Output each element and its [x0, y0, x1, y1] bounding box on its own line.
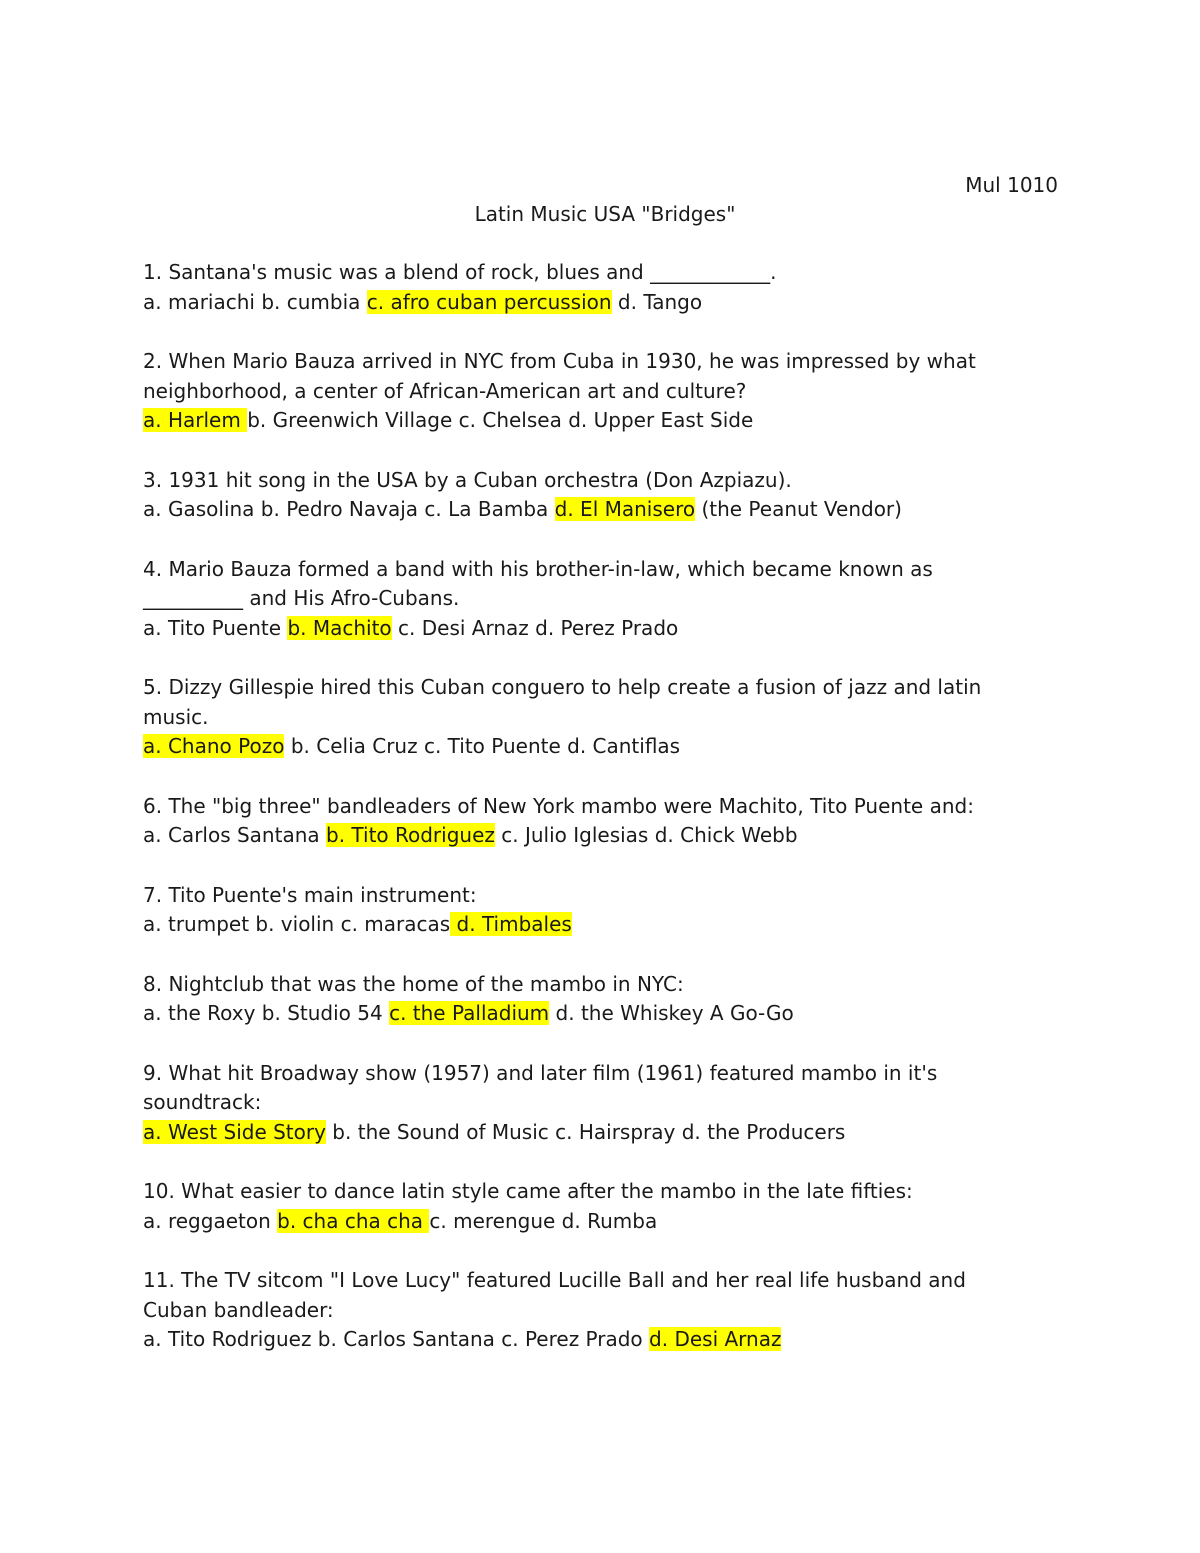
highlighted-answer: c. the Palladium [389, 1001, 550, 1025]
question [143, 970, 1073, 1029]
question-prompt: 4. Mario Bauza formed a band with his brother-in-law, which became known as [143, 556, 933, 581]
answer-options [143, 732, 1073, 762]
question [143, 881, 1073, 940]
highlighted-answer: a. Harlem [143, 408, 248, 432]
question-prompt: 2. When Mario Bauza arrived in NYC from Cuba in 1930, he was impressed by what [143, 349, 976, 373]
question [143, 258, 1073, 317]
options-before: a. reggaeton [143, 1208, 278, 1233]
options-after: c. Desi Arnaz d. Perez Prado [391, 615, 679, 640]
options-after: b. the Sound of Music c. Hairspray d. the Producers [325, 1119, 846, 1144]
highlighted-answer: d. Desi Arnaz [649, 1327, 782, 1351]
answer-options [143, 495, 1073, 525]
highlighted-answer: d. Timbales [450, 912, 572, 936]
answer-options [143, 910, 1073, 940]
options-after: (the Peanut Vendor) [695, 497, 902, 521]
question [143, 466, 1073, 525]
question-prompt: 11. The TV sitcom "I Love Lucy" featured Lucille Ball and her real life husband and [143, 1268, 966, 1292]
question-prompt: 5. Dizzy Gillespie hired this Cuban conguero to help create a fusion of jazz and latin [143, 675, 982, 699]
answer-options [143, 999, 1073, 1029]
question [143, 1266, 1073, 1355]
question-prompt: 6. The "big three" bandleaders of New York mambo were Machito, Tito Puente and: [143, 793, 974, 818]
highlighted-answer: a. Chano Pozo [143, 734, 285, 758]
highlighted-answer: c. afro cuban percussion [366, 289, 612, 314]
highlighted-answer: b. Machito [287, 615, 392, 640]
options-after: b. Celia Cruz c. Tito Puente d. Cantiflas [284, 734, 681, 758]
options-before: a. Gasolina b. Pedro Navaja c. La Bamba [143, 497, 555, 521]
question-prompt: 10. What easier to dance latin style came after the mambo in the late fifties: [143, 1179, 913, 1203]
question-prompt: 7. Tito Puente's main instrument: [143, 882, 477, 907]
options-after: d. Tango [611, 289, 703, 314]
highlighted-answer: a. West Side Story [143, 1119, 326, 1144]
options-before: a. Tito Puente [143, 615, 288, 640]
question-prompt: 1. Santana's music was a blend of rock, blues and ____________. [143, 260, 777, 284]
question-list [143, 258, 1073, 1385]
question-prompt: __________ and His Afro-Cubans. [143, 586, 460, 610]
options-before: a. Carlos Santana [143, 823, 326, 847]
question [143, 1059, 1073, 1148]
options-after: c. Julio Iglesias d. Chick Webb [494, 823, 798, 847]
options-after: c. merengue d. Rumba [429, 1208, 658, 1233]
answer-options [143, 406, 1073, 436]
answer-options [143, 614, 1073, 644]
document-title: Latin Music USA "Bridges" [474, 202, 736, 226]
question-prompt: neighborhood, a center of African-American art and culture? [143, 378, 747, 403]
answer-options [143, 1325, 1073, 1355]
question [143, 792, 1073, 851]
answer-options [143, 821, 1073, 851]
options-after: d. the Whiskey A Go-Go [549, 1001, 794, 1025]
options-before: a. Tito Rodriguez b. Carlos Santana c. Perez Prado [143, 1327, 650, 1351]
highlighted-answer: b. cha cha cha [277, 1208, 430, 1233]
question-prompt: music. [143, 704, 209, 729]
options-before: a. trumpet b. violin c. maracas [143, 912, 451, 936]
question-prompt: 8. Nightclub that was the home of the mambo in NYC: [143, 971, 684, 996]
question [143, 555, 1073, 644]
question-prompt: 3. 1931 hit song in the USA by a Cuban orchestra (Don Azpiazu). [143, 467, 792, 492]
answer-options [143, 1118, 1073, 1148]
question-prompt: soundtrack: [143, 1090, 262, 1114]
question [143, 347, 1073, 436]
answer-options [143, 288, 1073, 318]
highlighted-answer: d. El Manisero [554, 497, 696, 521]
options-after: b. Greenwich Village c. Chelsea d. Upper East Side [247, 408, 754, 432]
question-prompt: 9. What hit Broadway show (1957) and later film (1961) featured mambo in it's [143, 1060, 938, 1085]
answer-options [143, 1207, 1073, 1237]
course-code: Mul 1010 [965, 173, 1058, 197]
question-prompt: Cuban bandleader: [143, 1297, 334, 1322]
question [143, 673, 1073, 762]
options-before: a. the Roxy b. Studio 54 [143, 1001, 390, 1025]
options-before: a. mariachi b. cumbia [143, 289, 367, 314]
highlighted-answer: b. Tito Rodriguez [326, 823, 495, 847]
question [143, 1177, 1073, 1236]
